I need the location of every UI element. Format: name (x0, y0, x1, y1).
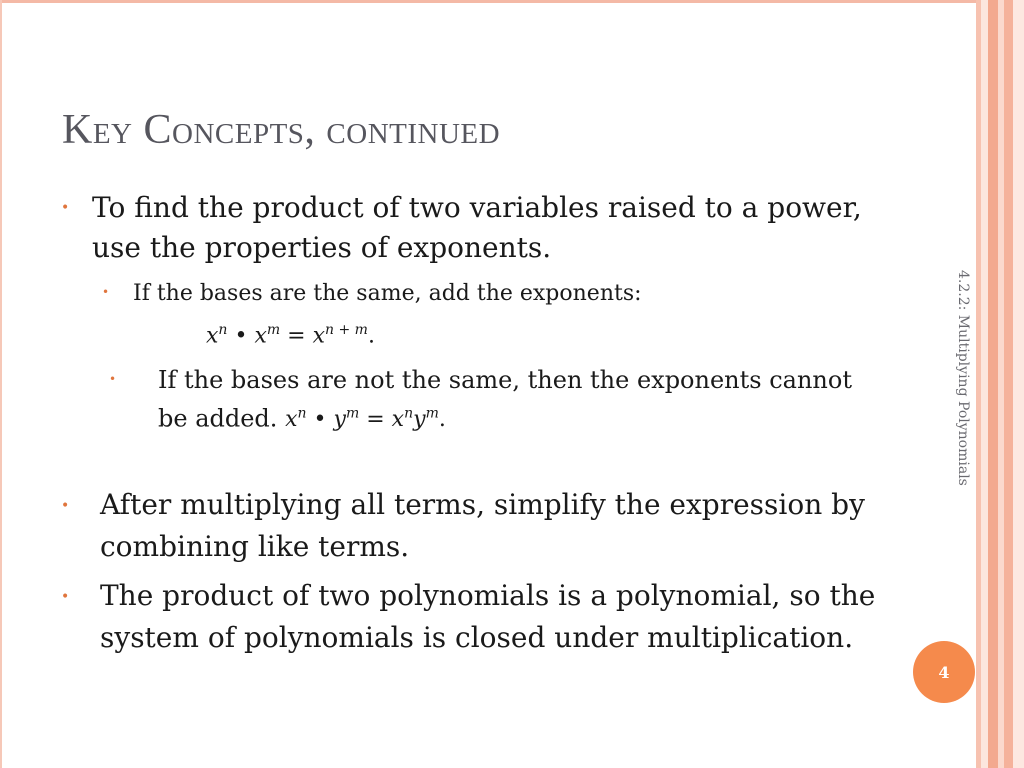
decorative-stripe (1004, 0, 1013, 768)
decorative-stripe (981, 0, 988, 768)
sub-bullet-1: If the bases are the same, add the exponents: (133, 281, 642, 306)
bullet-marker: • (61, 589, 70, 605)
sub-bullet-2-line-1: If the bases are not the same, then the exponents cannot (158, 366, 852, 394)
slide-title: Key Concepts, continued (62, 107, 501, 153)
page-number: 4 (938, 662, 950, 682)
formula-same-bases: $x^n$ • $x^m = x^{n + m}$. (206, 322, 375, 349)
top-border (0, 0, 976, 3)
decorative-stripe (988, 0, 998, 768)
decorative-stripe (1013, 0, 1024, 768)
side-section-label: 4.2.2: Multiplying Polynomials (955, 270, 971, 486)
bullet-2-line-1: After multiplying all terms, simplify the expression by (100, 488, 865, 521)
bullet-1-line-2: use the properties of exponents. (92, 231, 552, 264)
sub-bullet-2-line-2: be added. $x^n$ • $y^m = x^ny^m$. (158, 404, 446, 433)
formula-different-bases: $x^n$ • $y^m = x^ny^m$. (285, 406, 446, 433)
bullet-3-line-1: The product of two polynomials is a polynomial, so the (100, 579, 876, 612)
bullet-marker: • (61, 200, 70, 216)
sub-bullet-marker: • (102, 285, 110, 299)
bullet-3-line-2: system of polynomials is closed under multiplication. (100, 621, 854, 654)
bullet-1-line-1: To find the product of two variables raised to a power, (92, 191, 862, 224)
bullet-2-line-2: combining like terms. (100, 530, 410, 563)
sub-bullet-marker: • (109, 372, 117, 386)
bullet-marker: • (61, 498, 70, 514)
left-border (0, 0, 2, 768)
page-number-badge (913, 641, 975, 703)
